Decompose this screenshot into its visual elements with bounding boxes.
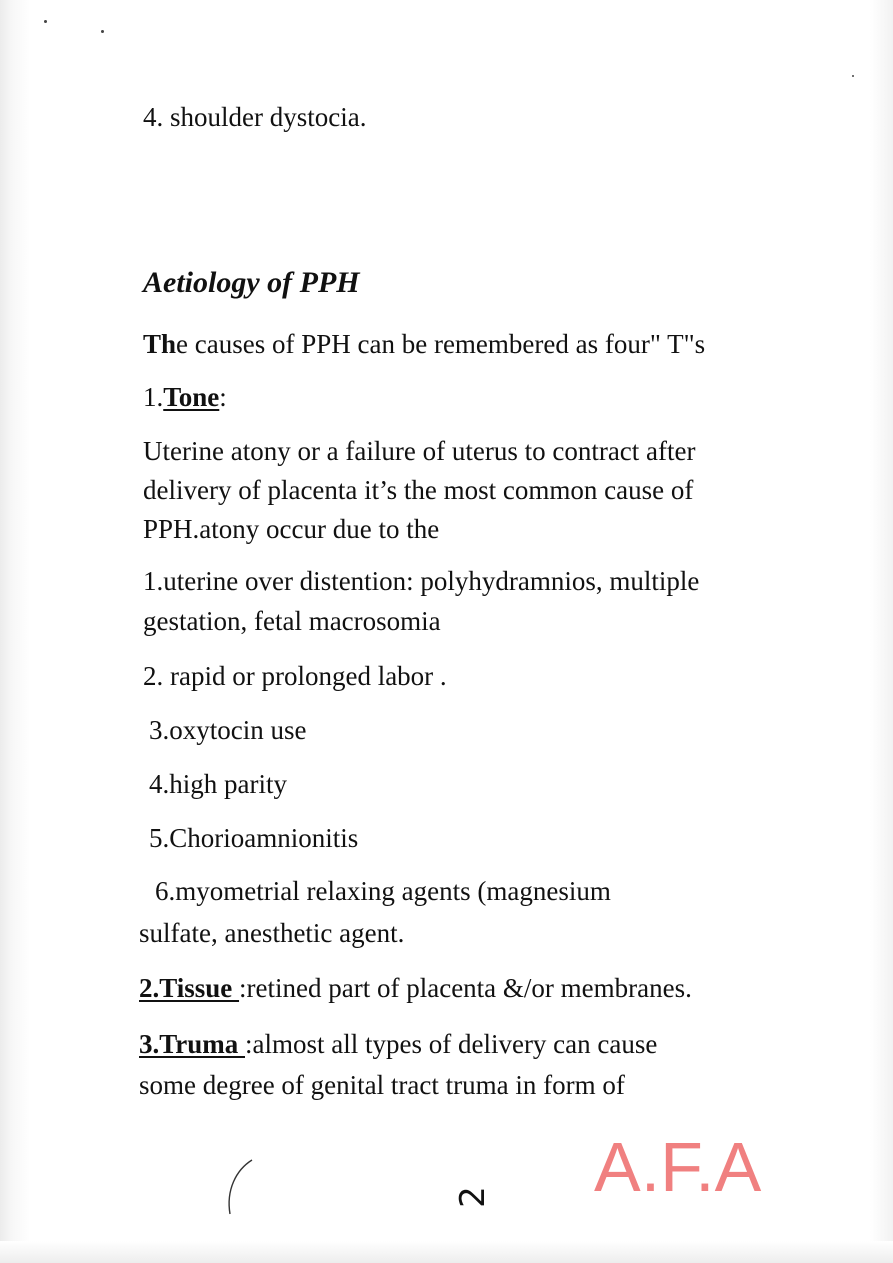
tone-paragraph-line: delivery of placenta it’s the most common cause of (143, 475, 694, 505)
intro-sentence (143, 331, 705, 358)
cause-item-5: 5.Chorioamnionitis (149, 823, 359, 853)
tone-number: 1. (143, 382, 164, 412)
scan-speck (44, 20, 47, 23)
cause-item-2: 2. rapid or prolonged labor . (143, 661, 447, 691)
cause-item-4: 4.high parity (149, 769, 287, 799)
tissue-paragraph (139, 975, 692, 1002)
tone-paragraph-line: Uterine atony or a failure of uterus to contract after (143, 436, 696, 466)
scan-speck (101, 30, 104, 33)
tone-colon: : (219, 382, 227, 412)
tissue-title: 2.Tissue (139, 973, 240, 1003)
cause-item-6-line-2: sulfate, anesthetic agent. (139, 918, 405, 948)
truma-paragraph-line-2: some degree of genital tract truma in form of (139, 1070, 625, 1100)
intro-bold-prefix: Th (143, 329, 177, 359)
scan-speck (852, 75, 854, 77)
truma-title: 3.Truma (139, 1029, 245, 1059)
tone-paragraph-line: PPH.atony occur due to the (143, 514, 440, 544)
pen-mark (218, 1158, 258, 1222)
cause-item-6-line-1: 6.myometrial relaxing agents (magnesium (155, 876, 611, 906)
intro-text: e causes of PPH can be remembered as four" T"s (176, 329, 706, 359)
previous-list-item: 4. shoulder dystocia. (143, 102, 367, 132)
cause-item-1-line-2: gestation, fetal macrosomia (143, 606, 441, 636)
page-number: 2 (452, 1186, 493, 1208)
tone-title: Tone (163, 382, 220, 412)
section-heading: Aetiology of PPH (143, 266, 360, 299)
truma-paragraph-line-1 (139, 1031, 657, 1058)
watermark: A.F.A (594, 1128, 762, 1206)
cause-item-3: 3.oxytocin use (149, 715, 307, 745)
truma-text: :almost all types of delivery can cause (245, 1029, 658, 1059)
scan-bottom-shadow (0, 1241, 893, 1263)
cause-item-1-line-1: 1.uterine over distention: polyhydramnios, multiple (143, 566, 700, 596)
tone-subheading (143, 384, 227, 411)
tissue-text: :retined part of placenta &/or membranes. (239, 973, 692, 1003)
